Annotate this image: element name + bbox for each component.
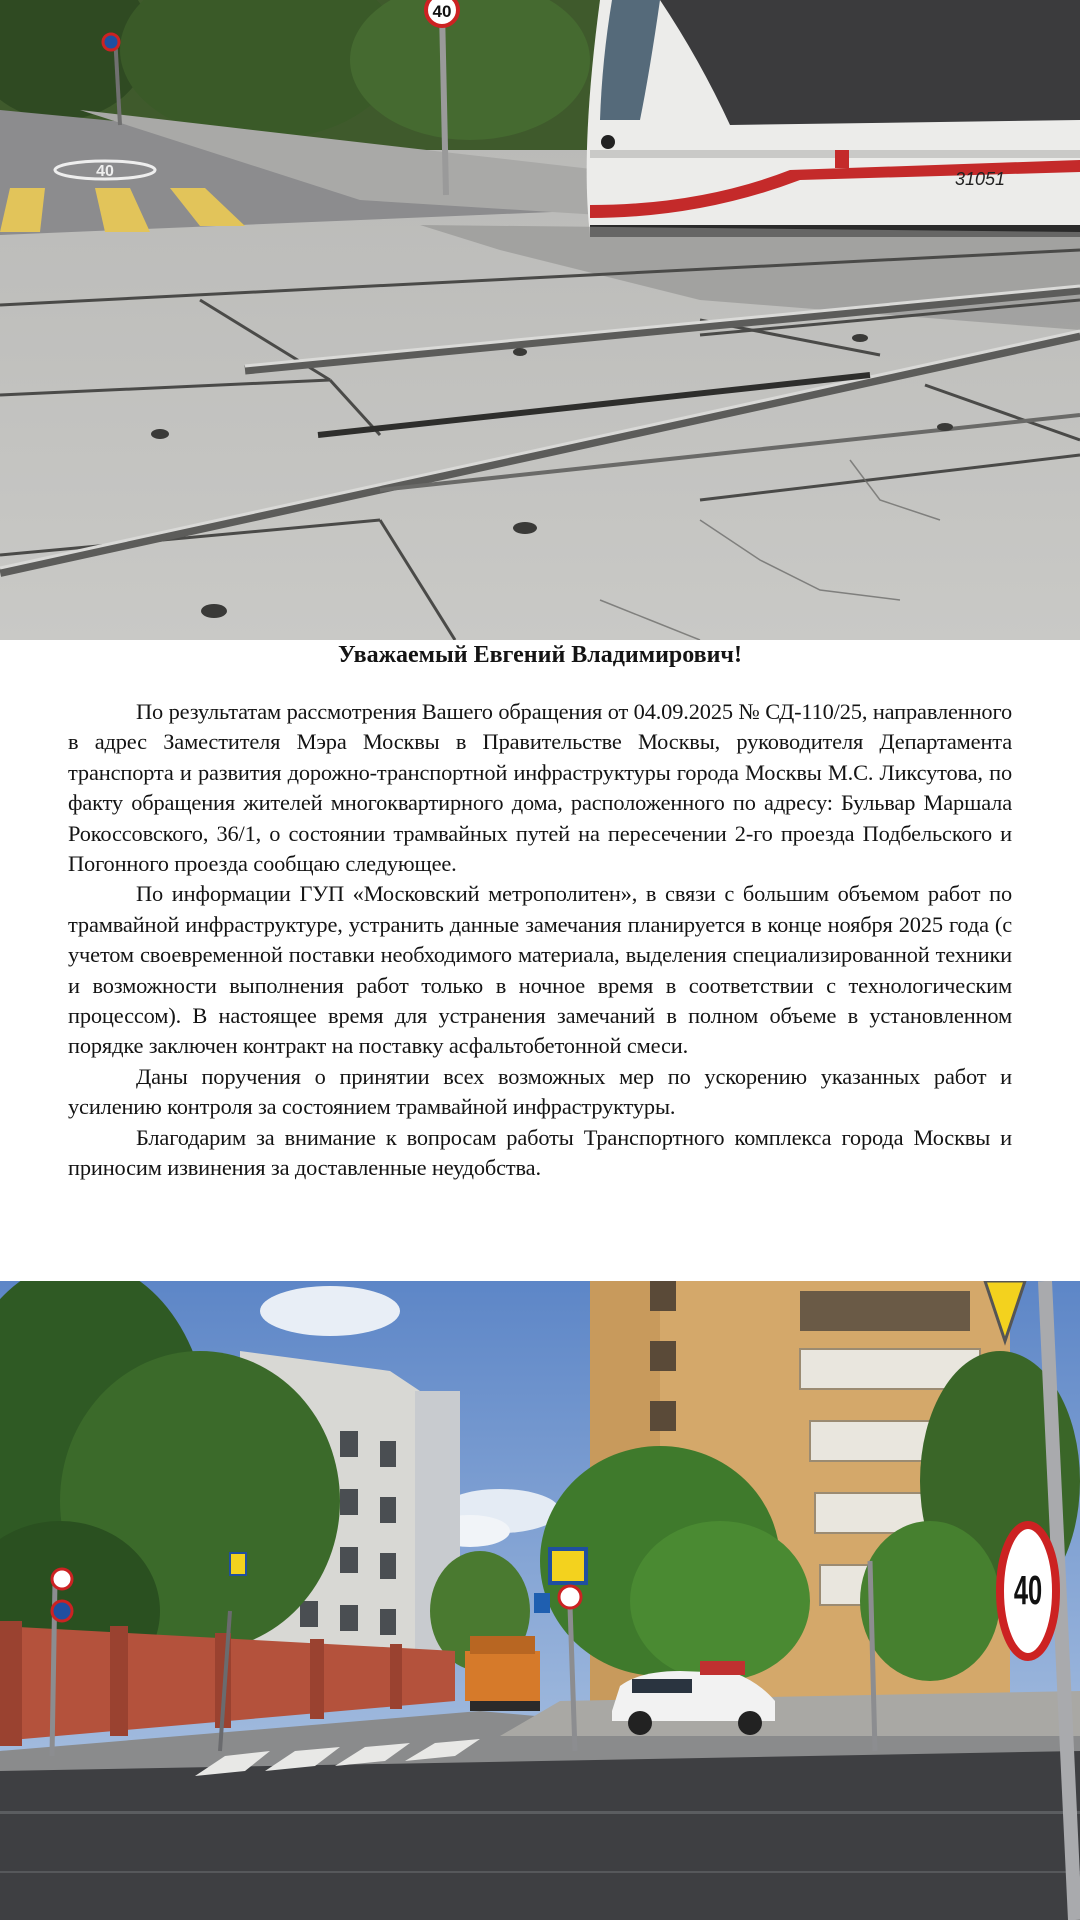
tram [587,0,1080,237]
letter-paragraph: Благодарим за внимание к вопросам работы Транспортного комплекса города Москвы и приносим извинения за доставленные неудобства. [68,1124,1012,1181]
letter-body [68,697,1012,1184]
letter-greeting: Уважаемый Евгений Владимирович! [338,642,742,668]
tram-number: 31051 [954,169,1006,189]
road-marking-40: 40 [96,163,114,180]
svg-text:40: 40 [1013,1568,1043,1614]
letter-paragraph: По результатам рассмотрения Вашего обращения от 04.09.2025 № СД-110/25, направленного в адрес Заместителя Мэра Москвы в Правительстве Москвы, руководителя Департамента транспорта и развития дорожно-транспортной инфраструктуры города Москвы М.С. Ликсутова, по факту обращения жителей многоквартирного дома, расположенного по адресу: Бульвар Маршала Рокоссовского, 36/1, о состоянии трамвайных путей на пересечении 2-го проезда Подбельского и Погонного проезда сообщаю следующее. [68,699,1012,877]
svg-text:40: 40 [432,2,452,21]
speed-limit-sign [1000,1525,1056,1657]
street-photo [0,1281,1080,1920]
letter-paragraph: Даны поручения о принятии всех возможных мер по ускорению указанных работ и усилению контроля за состоянием трамвайной инфраструктуры. [68,1063,1012,1120]
speed-limit-sign [426,0,458,26]
official-letter [0,640,1080,1281]
tram-tracks-photo [0,0,1080,640]
letter-paragraph: По информации ГУП «Московский метрополитен», в связи с большим объемом работ по трамвайной инфраструктуре, устранить данные замечания планируется в конце ноября 2025 года (с учетом своевременной поставки необходимого материала, выделения специализированной техники и возможности выполнения работ только в ночное время в соответствии с технологическим процессом). В настоящее время для устранения замечаний в полном объеме в установленном порядке заключен контракт на поставку асфальтобетонной смеси. [68,881,1012,1059]
truck [465,1636,540,1711]
